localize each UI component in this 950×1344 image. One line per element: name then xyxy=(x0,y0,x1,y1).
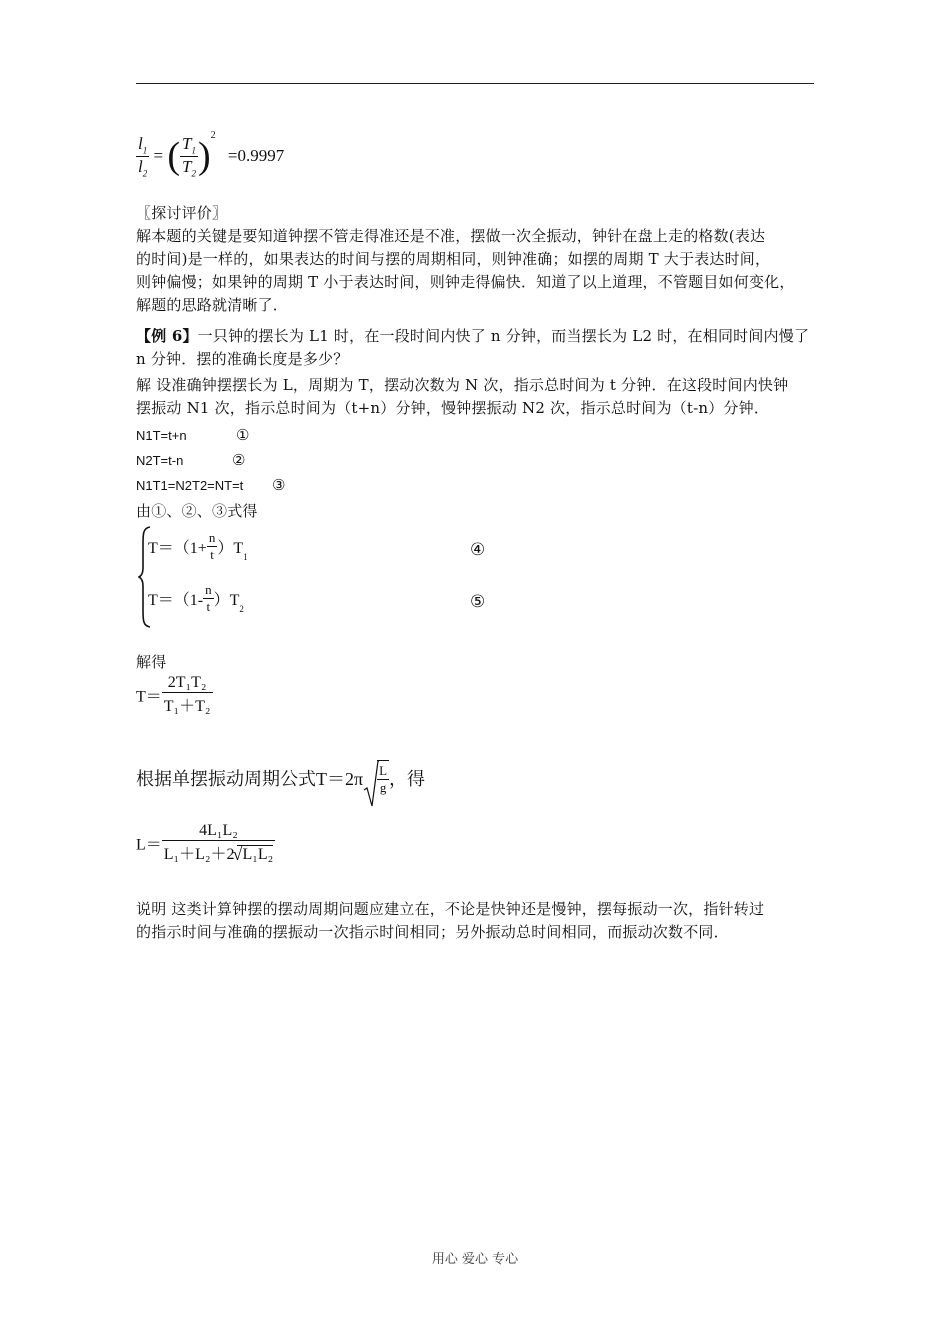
example-tag: 【例 6】 xyxy=(136,327,198,345)
pendulum-formula: 根据单摆振动周期公式T＝2π $\frac{L}{g}$ ，得 xyxy=(136,760,425,812)
example-6 xyxy=(136,325,816,371)
ratio-equation: $\frac{l_1}{l_2}$ = ( $\frac{T_1}{T_2}$ )$^2$ =0.9997 xyxy=(138,130,285,178)
discussion-line: 解题的思路就清晰了． xyxy=(136,296,289,314)
derivation-intro: 由①、②、③式得 xyxy=(136,502,258,520)
solve-label: 解得 xyxy=(136,653,167,671)
solution-line: 摆振动 N1 次，指示总时间为（t+n）分钟，慢钟摆振动 N2 次，指示总时间为（t-n）分钟． xyxy=(136,399,770,417)
equation-3: N1T1=N2T2=NT=t ③ xyxy=(136,477,286,494)
equation-1: N1T=t+n ① xyxy=(136,427,250,444)
system-row-1: T＝（1+ $\frac{n}{t}$ ）$T_1$ xyxy=(148,530,248,563)
header-rule xyxy=(136,83,814,84)
note-section xyxy=(136,898,816,944)
mark-4: ④ xyxy=(470,540,486,560)
solution-section xyxy=(136,374,816,420)
period-result: T＝ $\frac{\text{2T₁T₂}}{\text{T₁＋T₂}}$ xyxy=(136,674,211,715)
discussion-line: 的时间)是一样的，如果表达的时间与摆的周期相同，则钟准确；如摆的周期 T 大于表达时间， xyxy=(136,250,771,268)
length-result: L＝ 4L₁L₂ L₁＋L₂＋2 √ L₁L₂ xyxy=(136,822,274,864)
example-question: 一只钟的摆长为 L1 时，在一段时间内快了 n 分钟，而当摆长为 L2 时，在相同时间内慢了 xyxy=(197,327,810,345)
discussion-line: 则钟偏慢；如果钟的周期 T 小于表达时间，则钟走得偏快．知道了以上道理，不管题目如何变化， xyxy=(136,273,795,291)
system-row-2: T＝（1- $\frac{n}{t}$ ）$T_2$ xyxy=(148,582,244,615)
discussion-section xyxy=(136,202,816,317)
note-line: 的指示时间与准确的摆振动一次指示时间相同；另外振动总时间相同，而振动次数不同． xyxy=(136,923,729,941)
page-footer: 用心 爱心 专心 xyxy=(431,1252,519,1267)
discussion-heading: 〖探讨评价〗 xyxy=(136,204,228,222)
note-line: 说明 这类计算钟摆的摆动周期问题应建立在，不论是快钟还是慢钟，摆每振动一次，指针转过 xyxy=(136,900,765,918)
discussion-line: 解本题的关键是要知道钟摆不管走得准还是不准，摆做一次全振动，钟针在盘上走的格数(表达 xyxy=(136,227,766,245)
equation-2: N2T=t-n ② xyxy=(136,452,246,469)
mark-5: ⑤ xyxy=(470,592,486,612)
example-question: n 分钟．摆的准确长度是多少？ xyxy=(136,350,349,368)
solution-line: 解 设准确钟摆摆长为 L，周期为 T，摆动次数为 N 次，指示总时间为 t 分钟．在这段时间内快钟 xyxy=(136,376,789,394)
